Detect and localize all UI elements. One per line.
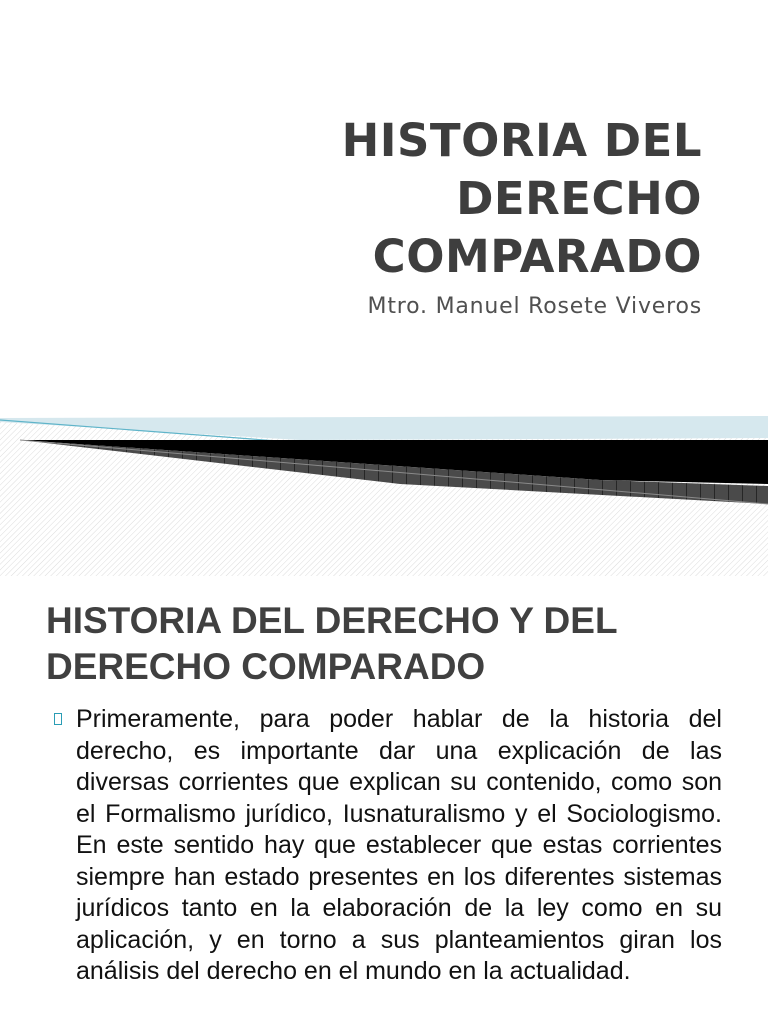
decorative-bands (0, 400, 768, 576)
title-line-1: HISTORIA DEL (341, 114, 702, 167)
title-block (142, 112, 702, 322)
content-slide (0, 576, 768, 1024)
main-title (142, 112, 702, 286)
content-title: HISTORIA DEL DERECHO Y DEL DERECHO COMPARADO (46, 600, 617, 687)
bullet-item (50, 704, 722, 988)
title-line-3: COMPARADO (372, 230, 702, 283)
bullet-text: Primeramente, para poder hablar de la historia del derecho, es importante dar una explicación de las diversas corrientes que explican su contenido, como son el Formalismo jurídico, Iusnaturalismo y el Sociologismo. En este sentido hay que establecer que estas corrientes siempre han estado presentes en los diferentes sistemas jurídicos tanto en la elaboración de la ley como en su aplicación, y en torno a sus planteamientos giran los análisis del derecho en el mundo en la actualidad. (76, 705, 722, 985)
square-bullet-icon (54, 713, 62, 725)
title-line-2: DERECHO (456, 172, 702, 225)
subtitle: Mtro. Manuel Rosete Viveros (367, 294, 702, 319)
